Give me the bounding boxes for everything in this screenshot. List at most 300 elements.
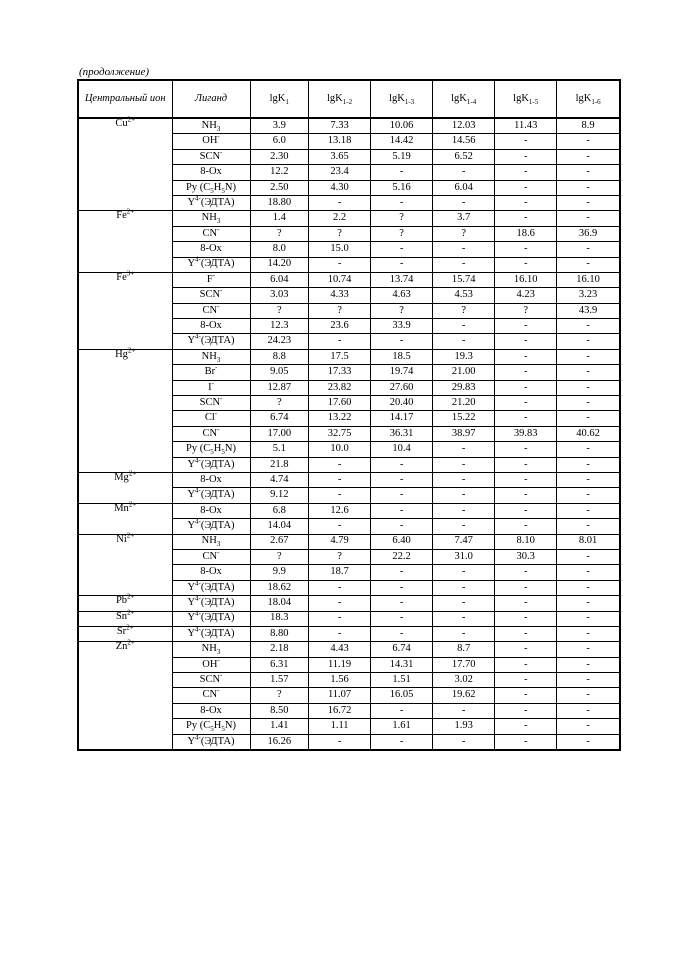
value-cell: 10.4 bbox=[371, 442, 433, 457]
value-cell: - bbox=[557, 503, 620, 518]
value-cell: 40.62 bbox=[557, 426, 620, 441]
value-cell: ? bbox=[250, 396, 309, 411]
value-cell: 21.20 bbox=[433, 396, 495, 411]
ligand-cell: OH- bbox=[172, 134, 250, 149]
value-cell: 8.7 bbox=[433, 642, 495, 657]
value-cell: 16.10 bbox=[557, 272, 620, 287]
value-cell: 17.33 bbox=[309, 365, 371, 380]
value-cell: - bbox=[433, 734, 495, 750]
value-cell: - bbox=[557, 195, 620, 210]
value-cell: - bbox=[495, 349, 557, 364]
value-cell: 4.79 bbox=[309, 534, 371, 549]
value-cell: - bbox=[309, 472, 371, 487]
value-cell: - bbox=[495, 334, 557, 349]
value-cell: - bbox=[433, 580, 495, 595]
value-cell: - bbox=[371, 611, 433, 626]
ligand-cell: Py $(C_5H_5N)$ bbox=[172, 442, 250, 457]
value-cell: - bbox=[557, 211, 620, 226]
value-cell: 1.11 bbox=[309, 719, 371, 734]
value-cell: 4.33 bbox=[309, 288, 371, 303]
header-lgk: lgK$_{1-4}$ bbox=[433, 80, 495, 118]
value-cell: 3.9 bbox=[250, 118, 309, 134]
value-cell: 2.50 bbox=[250, 180, 309, 195]
table-row bbox=[78, 534, 620, 549]
value-cell: ? bbox=[250, 549, 309, 564]
value-cell: - bbox=[557, 165, 620, 180]
ligand-cell: $Y^{4-}(ЭДТА)$ bbox=[172, 626, 250, 641]
value-cell: - bbox=[557, 549, 620, 564]
value-cell: - bbox=[309, 457, 371, 472]
value-cell: - bbox=[309, 580, 371, 595]
value-cell: - bbox=[557, 626, 620, 641]
value-cell: 5.16 bbox=[371, 180, 433, 195]
value-cell: 9.05 bbox=[250, 365, 309, 380]
value-cell: - bbox=[309, 734, 371, 750]
value-cell: - bbox=[557, 365, 620, 380]
value-cell: 18.5 bbox=[371, 349, 433, 364]
value-cell: 5.1 bbox=[250, 442, 309, 457]
value-cell: 9.12 bbox=[250, 488, 309, 503]
value-cell: 18.3 bbox=[250, 611, 309, 626]
value-cell: - bbox=[557, 657, 620, 672]
ligand-cell: 8-Ox bbox=[172, 165, 250, 180]
value-cell: ? bbox=[250, 303, 309, 318]
value-cell: 17.5 bbox=[309, 349, 371, 364]
value-cell: - bbox=[557, 149, 620, 164]
value-cell: - bbox=[495, 257, 557, 272]
value-cell: 6.40 bbox=[371, 534, 433, 549]
value-cell: 12.3 bbox=[250, 319, 309, 334]
value-cell: 18.6 bbox=[495, 226, 557, 241]
header-lgk: lgK$_{1-5}$ bbox=[495, 80, 557, 118]
ligand-cell: Py $(C_5H_5N)$ bbox=[172, 180, 250, 195]
value-cell: 1.56 bbox=[309, 673, 371, 688]
value-cell: 6.52 bbox=[433, 149, 495, 164]
ligand-cell: $Y^{4-}(ЭДТА)$ bbox=[172, 519, 250, 534]
value-cell: 6.04 bbox=[250, 272, 309, 287]
value-cell: 29.83 bbox=[433, 380, 495, 395]
value-cell: 14.04 bbox=[250, 519, 309, 534]
ligand-cell: CN- bbox=[172, 426, 250, 441]
value-cell: - bbox=[371, 242, 433, 257]
value-cell: 14.17 bbox=[371, 411, 433, 426]
value-cell: 10.0 bbox=[309, 442, 371, 457]
central-ion-cell: $Fe^{3+}$ bbox=[78, 272, 172, 349]
ligand-cell: SCN- bbox=[172, 673, 250, 688]
ligand-cell: SCN- bbox=[172, 149, 250, 164]
value-cell: 33.9 bbox=[371, 319, 433, 334]
table-row bbox=[78, 642, 620, 657]
ligand-cell: I- bbox=[172, 380, 250, 395]
value-cell: - bbox=[433, 503, 495, 518]
value-cell: 13.74 bbox=[371, 272, 433, 287]
value-cell: 3.7 bbox=[433, 211, 495, 226]
value-cell: - bbox=[557, 257, 620, 272]
ligand-cell: 8-Ox bbox=[172, 319, 250, 334]
value-cell: 18.80 bbox=[250, 195, 309, 210]
value-cell: 12.87 bbox=[250, 380, 309, 395]
ligand-cell: SCN- bbox=[172, 396, 250, 411]
value-cell: - bbox=[371, 165, 433, 180]
value-cell: 6.0 bbox=[250, 134, 309, 149]
ligand-cell: CN- bbox=[172, 303, 250, 318]
ligand-cell: Cl- bbox=[172, 411, 250, 426]
value-cell: 15.22 bbox=[433, 411, 495, 426]
value-cell: 16.10 bbox=[495, 272, 557, 287]
value-cell: 1.57 bbox=[250, 673, 309, 688]
value-cell: - bbox=[495, 180, 557, 195]
value-cell: - bbox=[557, 396, 620, 411]
central-ion-cell: $Sr^{2+}$ bbox=[78, 626, 172, 641]
value-cell: - bbox=[557, 688, 620, 703]
value-cell: 43.9 bbox=[557, 303, 620, 318]
value-cell: - bbox=[495, 380, 557, 395]
value-cell: - bbox=[371, 334, 433, 349]
ligand-cell: $Y^{4-}(ЭДТА)$ bbox=[172, 457, 250, 472]
value-cell: - bbox=[557, 472, 620, 487]
value-cell: - bbox=[495, 642, 557, 657]
value-cell: 11.19 bbox=[309, 657, 371, 672]
ligand-cell: Py $(C_5H_5N)$ bbox=[172, 719, 250, 734]
value-cell: 4.23 bbox=[495, 288, 557, 303]
value-cell: ? bbox=[371, 226, 433, 241]
value-cell: - bbox=[371, 472, 433, 487]
table-row bbox=[78, 611, 620, 626]
value-cell: - bbox=[557, 349, 620, 364]
central-ion-cell: $Hg^{2+}$ bbox=[78, 349, 172, 472]
value-cell: - bbox=[495, 149, 557, 164]
value-cell: 19.62 bbox=[433, 688, 495, 703]
table-row bbox=[78, 503, 620, 518]
value-cell: - bbox=[433, 334, 495, 349]
value-cell: - bbox=[557, 580, 620, 595]
ligand-cell: CN- bbox=[172, 226, 250, 241]
value-cell: 4.63 bbox=[371, 288, 433, 303]
value-cell: - bbox=[557, 180, 620, 195]
value-cell: - bbox=[309, 334, 371, 349]
value-cell: 6.74 bbox=[250, 411, 309, 426]
value-cell: 1.4 bbox=[250, 211, 309, 226]
value-cell: - bbox=[495, 503, 557, 518]
value-cell: 18.04 bbox=[250, 596, 309, 611]
table-header bbox=[78, 80, 620, 118]
value-cell: 18.7 bbox=[309, 565, 371, 580]
value-cell: - bbox=[495, 242, 557, 257]
value-cell: - bbox=[495, 565, 557, 580]
value-cell: 3.03 bbox=[250, 288, 309, 303]
ligand-cell: 8-Ox bbox=[172, 472, 250, 487]
value-cell: 30.3 bbox=[495, 549, 557, 564]
central-ion-cell: $Pb^{2+}$ bbox=[78, 596, 172, 611]
value-cell: 32.75 bbox=[309, 426, 371, 441]
value-cell: - bbox=[495, 626, 557, 641]
value-cell: - bbox=[433, 519, 495, 534]
value-cell: 11.43 bbox=[495, 118, 557, 134]
value-cell: 23.82 bbox=[309, 380, 371, 395]
value-cell: 8.10 bbox=[495, 534, 557, 549]
value-cell: - bbox=[557, 642, 620, 657]
ligand-cell: $Y^{4-}(ЭДТА)$ bbox=[172, 580, 250, 595]
table-row bbox=[78, 626, 620, 641]
value-cell: - bbox=[495, 457, 557, 472]
value-cell: - bbox=[433, 596, 495, 611]
ligand-cell: $Y^{4-}(ЭДТА)$ bbox=[172, 611, 250, 626]
value-cell: 31.0 bbox=[433, 549, 495, 564]
value-cell: - bbox=[433, 195, 495, 210]
value-cell: 9.9 bbox=[250, 565, 309, 580]
value-cell: - bbox=[495, 673, 557, 688]
value-cell: 4.74 bbox=[250, 472, 309, 487]
value-cell: - bbox=[557, 734, 620, 750]
value-cell: ? bbox=[309, 226, 371, 241]
value-cell: - bbox=[309, 519, 371, 534]
value-cell: 14.42 bbox=[371, 134, 433, 149]
value-cell: - bbox=[371, 596, 433, 611]
value-cell: 16.05 bbox=[371, 688, 433, 703]
value-cell: 12.2 bbox=[250, 165, 309, 180]
value-cell: - bbox=[557, 134, 620, 149]
value-cell: 12.03 bbox=[433, 118, 495, 134]
value-cell: - bbox=[495, 211, 557, 226]
value-cell: - bbox=[557, 565, 620, 580]
value-cell: 23.4 bbox=[309, 165, 371, 180]
value-cell: 14.56 bbox=[433, 134, 495, 149]
value-cell: 20.40 bbox=[371, 396, 433, 411]
ligand-cell: $NH_3$ bbox=[172, 118, 250, 134]
value-cell: 39.83 bbox=[495, 426, 557, 441]
value-cell: 23.6 bbox=[309, 319, 371, 334]
ligand-cell: $Y^{4-}(ЭДТА)$ bbox=[172, 257, 250, 272]
value-cell: - bbox=[495, 580, 557, 595]
value-cell: - bbox=[495, 195, 557, 210]
value-cell: 2.18 bbox=[250, 642, 309, 657]
value-cell: - bbox=[309, 257, 371, 272]
value-cell: - bbox=[495, 319, 557, 334]
value-cell: - bbox=[371, 734, 433, 750]
value-cell: 19.74 bbox=[371, 365, 433, 380]
stability-constants-table bbox=[77, 79, 621, 751]
value-cell: 8.9 bbox=[557, 118, 620, 134]
value-cell: 12.6 bbox=[309, 503, 371, 518]
value-cell: 2.2 bbox=[309, 211, 371, 226]
value-cell: - bbox=[371, 195, 433, 210]
value-cell: 16.26 bbox=[250, 734, 309, 750]
value-cell: - bbox=[495, 165, 557, 180]
value-cell: 17.70 bbox=[433, 657, 495, 672]
value-cell: 10.74 bbox=[309, 272, 371, 287]
value-cell: - bbox=[371, 580, 433, 595]
central-ion-cell: $Mg^{2+}$ bbox=[78, 472, 172, 503]
value-cell: 6.74 bbox=[371, 642, 433, 657]
value-cell: - bbox=[433, 319, 495, 334]
value-cell: - bbox=[495, 703, 557, 718]
value-cell: - bbox=[495, 411, 557, 426]
value-cell: 13.18 bbox=[309, 134, 371, 149]
value-cell: - bbox=[371, 257, 433, 272]
value-cell: - bbox=[557, 380, 620, 395]
value-cell: 8.50 bbox=[250, 703, 309, 718]
value-cell: - bbox=[433, 257, 495, 272]
ligand-cell: $NH_3$ bbox=[172, 211, 250, 226]
table-row bbox=[78, 349, 620, 364]
value-cell: 1.51 bbox=[371, 673, 433, 688]
ligand-cell: $Y^{4-}(ЭДТА)$ bbox=[172, 488, 250, 503]
value-cell: - bbox=[371, 457, 433, 472]
ligand-cell: F- bbox=[172, 272, 250, 287]
value-cell: - bbox=[557, 611, 620, 626]
value-cell: - bbox=[495, 519, 557, 534]
table-caption: (продолжение) bbox=[79, 66, 150, 78]
value-cell: - bbox=[557, 488, 620, 503]
value-cell: - bbox=[433, 442, 495, 457]
value-cell: 18.62 bbox=[250, 580, 309, 595]
ligand-cell: CN- bbox=[172, 549, 250, 564]
value-cell: 10.06 bbox=[371, 118, 433, 134]
value-cell: ? bbox=[250, 688, 309, 703]
table-row bbox=[78, 272, 620, 287]
value-cell: - bbox=[371, 488, 433, 503]
ligand-cell: 8-Ox bbox=[172, 242, 250, 257]
value-cell: 4.43 bbox=[309, 642, 371, 657]
value-cell: - bbox=[309, 596, 371, 611]
value-cell: 3.65 bbox=[309, 149, 371, 164]
table-row bbox=[78, 211, 620, 226]
value-cell: 2.67 bbox=[250, 534, 309, 549]
value-cell: - bbox=[495, 442, 557, 457]
ligand-cell: $Y^{4-}(ЭДТА)$ bbox=[172, 334, 250, 349]
ligand-cell: OH- bbox=[172, 657, 250, 672]
value-cell: - bbox=[495, 396, 557, 411]
ligand-cell: $Y^{4-}(ЭДТА)$ bbox=[172, 734, 250, 750]
value-cell: 15.74 bbox=[433, 272, 495, 287]
ligand-cell: $Y^{4-}(ЭДТА)$ bbox=[172, 195, 250, 210]
value-cell: 8.8 bbox=[250, 349, 309, 364]
value-cell: 22.2 bbox=[371, 549, 433, 564]
value-cell: - bbox=[433, 488, 495, 503]
ligand-cell: $NH_3$ bbox=[172, 534, 250, 549]
value-cell: 13.22 bbox=[309, 411, 371, 426]
value-cell: 7.47 bbox=[433, 534, 495, 549]
value-cell: - bbox=[371, 519, 433, 534]
value-cell: - bbox=[495, 611, 557, 626]
value-cell: - bbox=[495, 734, 557, 750]
value-cell: ? bbox=[309, 549, 371, 564]
value-cell: - bbox=[557, 334, 620, 349]
value-cell: - bbox=[371, 703, 433, 718]
value-cell: - bbox=[371, 503, 433, 518]
ligand-cell: SCN- bbox=[172, 288, 250, 303]
value-cell: - bbox=[433, 626, 495, 641]
ligand-cell: Br- bbox=[172, 365, 250, 380]
header-lgk: lgK$_1$ bbox=[250, 80, 309, 118]
ligand-cell: 8-Ox bbox=[172, 565, 250, 580]
value-cell: - bbox=[557, 457, 620, 472]
central-ion-cell: $Cu^{2+}$ bbox=[78, 118, 172, 211]
ligand-cell: $Y^{4-}(ЭДТА)$ bbox=[172, 596, 250, 611]
value-cell: 19.3 bbox=[433, 349, 495, 364]
header-lgk: lgK$_{1-2}$ bbox=[309, 80, 371, 118]
value-cell: 1.61 bbox=[371, 719, 433, 734]
value-cell: - bbox=[557, 596, 620, 611]
central-ion-cell: $Zn^{2+}$ bbox=[78, 642, 172, 750]
value-cell: - bbox=[433, 242, 495, 257]
value-cell: 36.31 bbox=[371, 426, 433, 441]
value-cell: ? bbox=[309, 303, 371, 318]
value-cell: 6.04 bbox=[433, 180, 495, 195]
value-cell: - bbox=[309, 626, 371, 641]
value-cell: 3.02 bbox=[433, 673, 495, 688]
value-cell: 14.31 bbox=[371, 657, 433, 672]
value-cell: ? bbox=[495, 303, 557, 318]
value-cell: 8.0 bbox=[250, 242, 309, 257]
ligand-cell: CN- bbox=[172, 688, 250, 703]
value-cell: 17.60 bbox=[309, 396, 371, 411]
value-cell: 21.00 bbox=[433, 365, 495, 380]
ligand-cell: 8-Ox bbox=[172, 703, 250, 718]
value-cell: - bbox=[495, 134, 557, 149]
value-cell: 8.80 bbox=[250, 626, 309, 641]
header-ligand: Лиганд bbox=[172, 80, 250, 118]
value-cell: 36.9 bbox=[557, 226, 620, 241]
value-cell: - bbox=[309, 195, 371, 210]
header-row bbox=[78, 80, 620, 118]
value-cell: 21.8 bbox=[250, 457, 309, 472]
value-cell: - bbox=[557, 319, 620, 334]
value-cell: ? bbox=[371, 211, 433, 226]
value-cell: - bbox=[433, 703, 495, 718]
value-cell: 7.33 bbox=[309, 118, 371, 134]
table-body bbox=[78, 115, 620, 750]
value-cell: - bbox=[557, 411, 620, 426]
central-ion-cell: $Mn^{2+}$ bbox=[78, 503, 172, 534]
central-ion-cell: $Sn^{2+}$ bbox=[78, 611, 172, 626]
value-cell: - bbox=[495, 657, 557, 672]
value-cell: 5.19 bbox=[371, 149, 433, 164]
value-cell: - bbox=[433, 611, 495, 626]
central-ion-cell: $Fe^{2+}$ bbox=[78, 211, 172, 273]
value-cell: - bbox=[557, 719, 620, 734]
value-cell: - bbox=[557, 442, 620, 457]
value-cell: 6.31 bbox=[250, 657, 309, 672]
header-central-ion: Центральный ион bbox=[78, 80, 172, 118]
table-row bbox=[78, 118, 620, 134]
value-cell: 14.20 bbox=[250, 257, 309, 272]
value-cell: 1.93 bbox=[433, 719, 495, 734]
value-cell: 8.01 bbox=[557, 534, 620, 549]
value-cell: - bbox=[433, 165, 495, 180]
value-cell: - bbox=[495, 596, 557, 611]
value-cell: 15.0 bbox=[309, 242, 371, 257]
value-cell: 2.30 bbox=[250, 149, 309, 164]
value-cell: 6.8 bbox=[250, 503, 309, 518]
value-cell: - bbox=[495, 488, 557, 503]
value-cell: - bbox=[495, 365, 557, 380]
value-cell: 38.97 bbox=[433, 426, 495, 441]
value-cell: - bbox=[433, 565, 495, 580]
value-cell: - bbox=[557, 242, 620, 257]
value-cell: 4.53 bbox=[433, 288, 495, 303]
value-cell: 27.60 bbox=[371, 380, 433, 395]
value-cell: - bbox=[557, 703, 620, 718]
value-cell: 1.41 bbox=[250, 719, 309, 734]
value-cell: ? bbox=[433, 303, 495, 318]
value-cell: ? bbox=[250, 226, 309, 241]
value-cell: 4.30 bbox=[309, 180, 371, 195]
value-cell: - bbox=[371, 565, 433, 580]
central-ion-cell: $Ni^{2+}$ bbox=[78, 534, 172, 596]
value-cell: 3.23 bbox=[557, 288, 620, 303]
header-lgk: lgK$_{1-6}$ bbox=[557, 80, 620, 118]
